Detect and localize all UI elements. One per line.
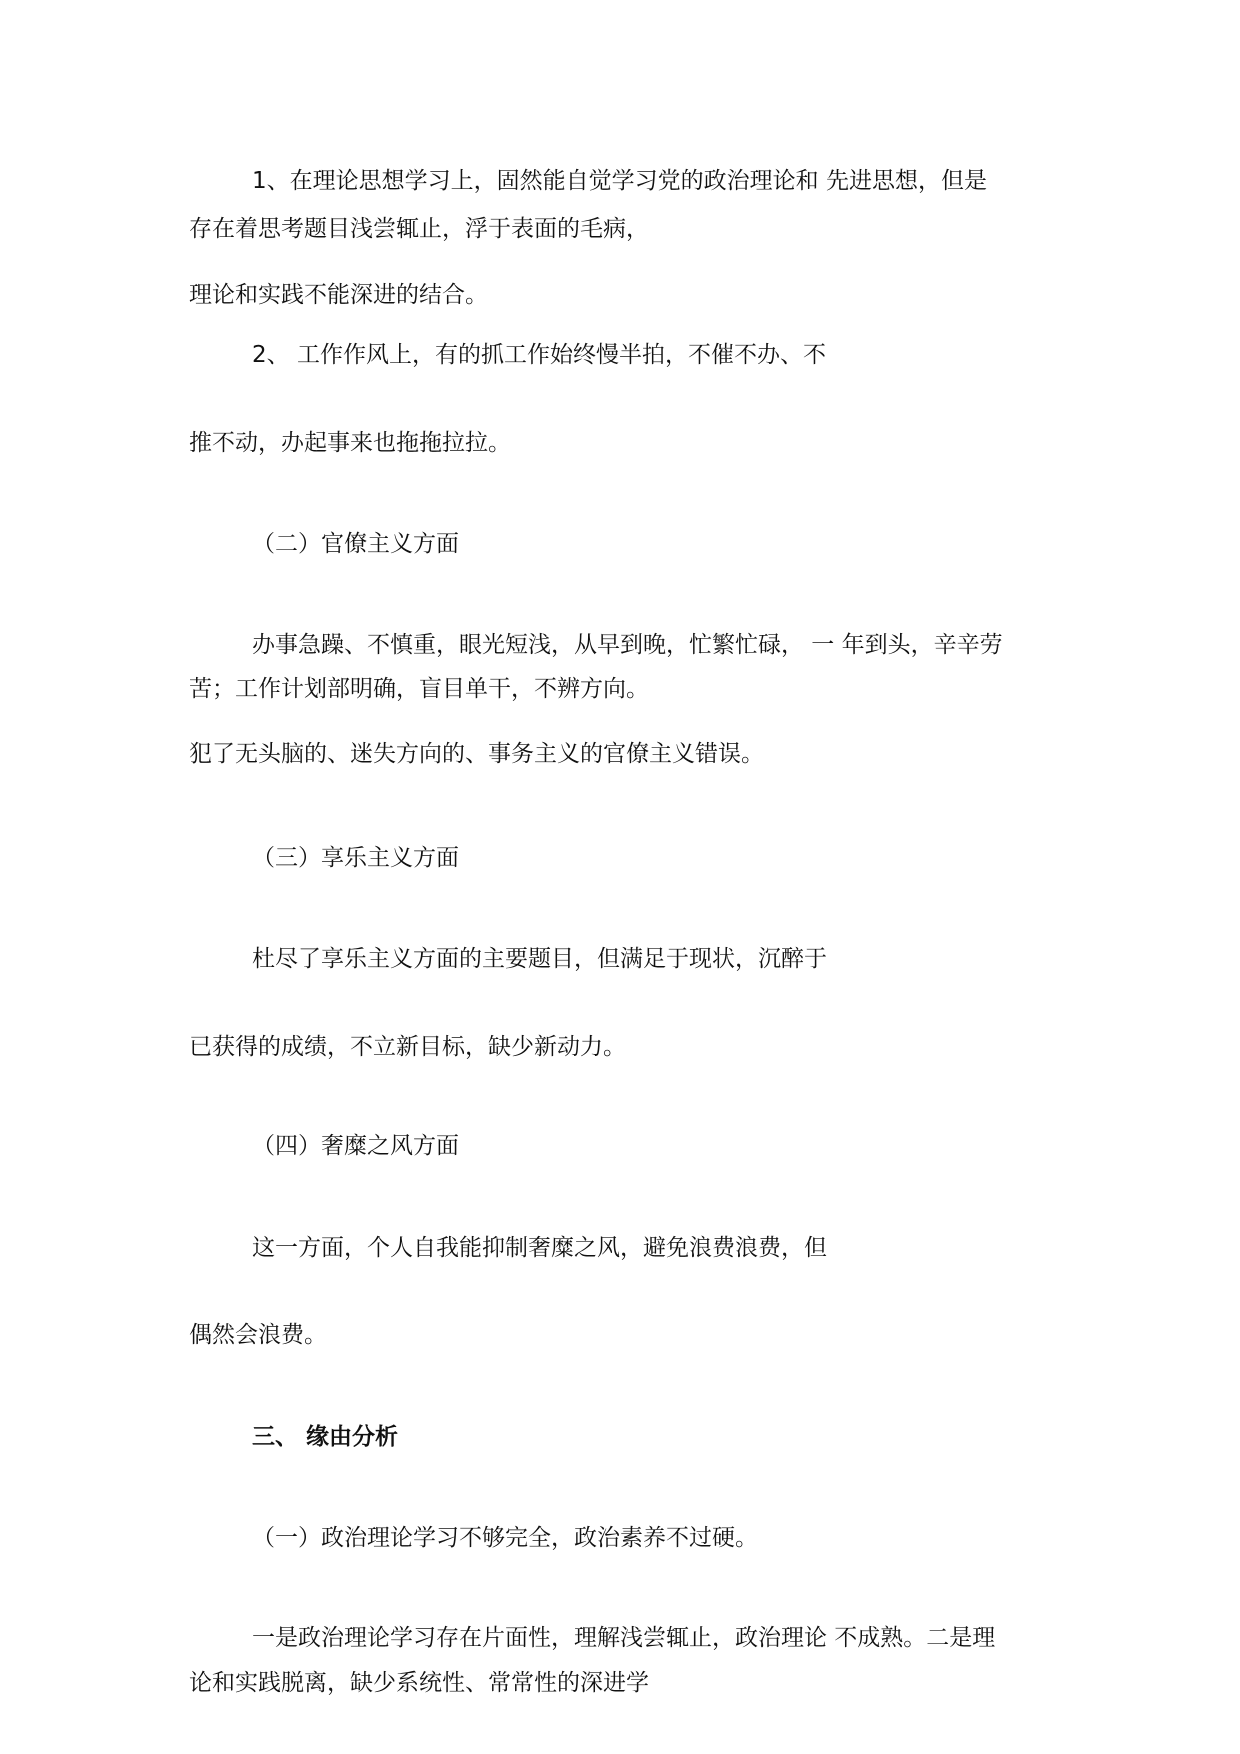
paragraph-line-9: 杜尽了享乐主义方面的主要题目，但满足于现状，沉醉于 <box>252 946 827 972</box>
paragraph-line-5: 推不动，办起事来也拖拖拉拉。 <box>189 430 511 456</box>
paragraph-line-1: 1、在理论思想学习上，固然能自觉学习党的政治理论和 先进思想，但是 <box>252 168 987 194</box>
paragraph-line-6: 办事急躁、不慎重，眼光短浅，从早到晚，忙繁忙碌， 一 年到头，辛辛劳 <box>252 632 1003 658</box>
section-heading-extravagance: （四）奢糜之风方面 <box>252 1133 459 1159</box>
paragraph-line-10: 已获得的成绩，不立新目标，缺少新动力。 <box>189 1034 626 1060</box>
section-heading-cause-analysis: 三、 缘由分析 <box>252 1424 399 1450</box>
paragraph-line-13: 一是政治理论学习存在片面性，理解浅尝辄止，政治理论 不成熟。二是理 <box>252 1625 996 1651</box>
subsection-heading-political-theory: （一）政治理论学习不够完全，政治素养不过硬。 <box>252 1525 758 1551</box>
paragraph-line-11: 这一方面，个人自我能抑制奢糜之风，避免浪费浪费，但 <box>252 1235 827 1261</box>
paragraph-line-3: 理论和实践不能深进的结合。 <box>189 282 488 308</box>
paragraph-line-2: 存在着思考题目浅尝辄止，浮于表面的毛病， <box>189 216 649 242</box>
paragraph-line-12: 偶然会浪费。 <box>189 1322 327 1348</box>
paragraph-line-7: 苦；工作计划部明确，盲目单干，不辨方向。 <box>189 676 649 702</box>
section-heading-hedonism: （三）享乐主义方面 <box>252 845 459 871</box>
paragraph-line-8: 犯了无头脑的、迷失方向的、事务主义的官僚主义错误。 <box>189 741 764 767</box>
paragraph-line-14: 论和实践脱离，缺少系统性、常常性的深进学 <box>189 1670 649 1696</box>
paragraph-line-4: 2、 工作作风上，有的抓工作始终慢半拍，不催不办、不 <box>252 342 826 368</box>
section-heading-bureaucratism: （二）官僚主义方面 <box>252 531 459 557</box>
